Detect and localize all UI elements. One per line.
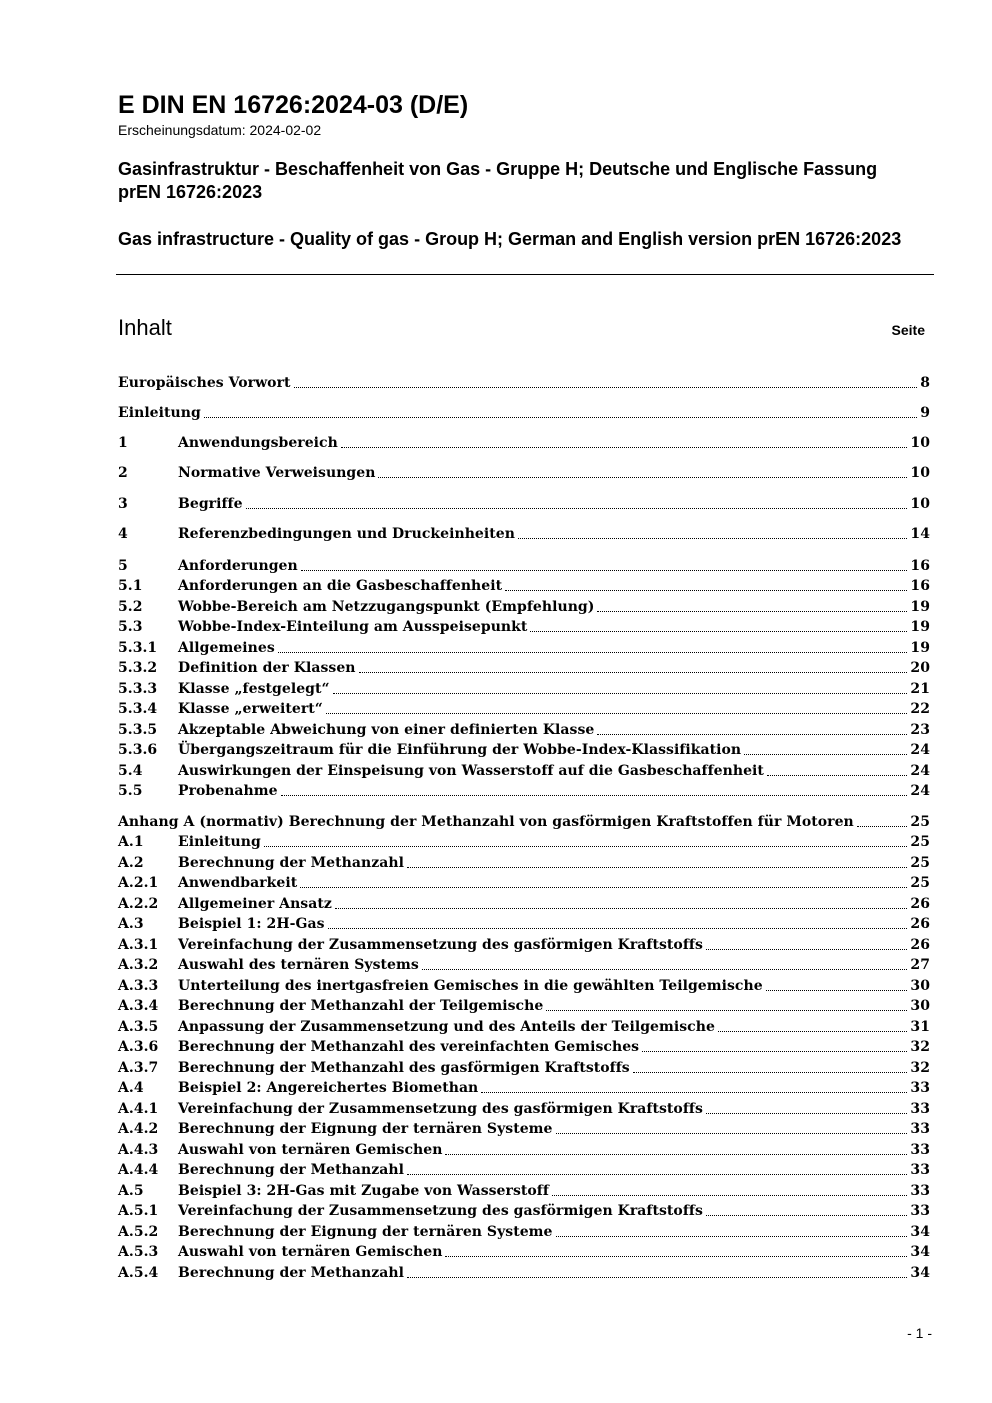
toc-entry-number: A.3: [118, 916, 144, 932]
toc-entry-number: A.4: [118, 1080, 144, 1096]
toc-entry[interactable]: [118, 523, 930, 543]
title-german: Gasinfrastruktur - Beschaffenheit von Gas - Gruppe H; Deutsche und Englische Fassung prEN 16726:2023: [118, 159, 878, 202]
toc-entry[interactable]: [118, 1241, 930, 1261]
toc-entry-number: A.5.4: [118, 1265, 159, 1281]
toc-entry-page: 10: [910, 435, 930, 451]
toc-entry-page: 24: [910, 783, 930, 799]
toc-entry-title: Wobbe-Index-Einteilung am Ausspeisepunkt: [178, 619, 528, 635]
toc-entry-title: Anpassung der Zusammensetzung und des Anteils der Teilgemische: [178, 1019, 715, 1035]
title-english: Gas infrastructure - Quality of gas - Group H; German and English version prEN 16726:2023: [118, 229, 902, 249]
toc-entry-page: 26: [910, 896, 930, 912]
toc-entry-page: 33: [910, 1080, 930, 1096]
toc-dot-leader: [281, 795, 908, 796]
toc-entry-number: 5.3.4: [118, 701, 158, 717]
toc-entry-number: 2: [118, 465, 128, 481]
toc-dot-leader: [642, 1051, 907, 1052]
toc-entry-page: 14: [910, 526, 930, 542]
toc-dot-leader: [407, 1174, 907, 1175]
toc-entry-page: 21: [910, 681, 930, 697]
toc-entry-page: 30: [910, 998, 930, 1014]
toc-entry[interactable]: [118, 913, 930, 933]
toc-entry[interactable]: [118, 760, 930, 780]
toc-entry-number: A.3.3: [118, 978, 159, 994]
toc-entry-page: 25: [910, 875, 930, 891]
toc-entry-number: 3: [118, 496, 128, 512]
toc-dot-leader: [278, 652, 908, 653]
toc-dot-leader: [445, 1154, 907, 1155]
toc-entry-title: Berechnung der Methanzahl: [178, 1265, 404, 1281]
toc-entry-title: Allgemeiner Ansatz: [178, 896, 332, 912]
toc-entry-number: A.3.6: [118, 1039, 159, 1055]
toc-entry-title: Auswahl von ternären Gemischen: [178, 1244, 443, 1260]
toc-entry[interactable]: [118, 954, 930, 974]
toc-entry[interactable]: [118, 719, 930, 739]
toc-entry-page: 26: [910, 916, 930, 932]
toc-entry-title: Begriffe: [178, 496, 243, 512]
toc-entry-page: 8: [920, 375, 930, 391]
toc-entry[interactable]: [118, 1221, 930, 1241]
toc-entry-page: 25: [910, 814, 930, 830]
toc-entry-title: Anforderungen an die Gasbeschaffenheit: [178, 578, 503, 594]
toc-dot-leader: [328, 928, 908, 929]
toc-entry-number: A.2.1: [118, 875, 159, 891]
toc-entry-page: 30: [910, 978, 930, 994]
toc-entry-title: Vereinfachung der Zusammensetzung des gasförmigen Kraftstoffs: [178, 937, 703, 953]
toc-entry[interactable]: [118, 575, 930, 595]
toc-entry-title: Akzeptable Abweichung von einer definierten Klasse: [178, 722, 595, 738]
toc-entry-number: A.5.1: [118, 1203, 159, 1219]
toc-entry[interactable]: [118, 780, 930, 800]
toc-entry-page: 33: [910, 1162, 930, 1178]
toc-entry-number: 5.3.5: [118, 722, 158, 738]
toc-dot-leader: [378, 477, 907, 478]
toc-entry-page: 31: [910, 1019, 930, 1035]
toc-dot-leader: [530, 631, 907, 632]
toc-entry-title: Übergangszeitraum für die Einführung der Wobbe-Index-Klassifikation: [178, 742, 742, 758]
toc-entry-page: 10: [910, 496, 930, 512]
toc-dot-leader: [767, 775, 907, 776]
toc-entry[interactable]: [118, 1016, 930, 1036]
toc-entry-number: A.3.4: [118, 998, 159, 1014]
toc-entry[interactable]: [118, 596, 930, 616]
toc-entry-page: 33: [910, 1142, 930, 1158]
toc-entry-title: Einleitung: [118, 405, 201, 421]
toc-entry[interactable]: [118, 493, 930, 513]
toc-entry[interactable]: [118, 1036, 930, 1056]
toc-entry-title: Referenzbedingungen und Druckeinheiten: [178, 526, 515, 542]
toc-entry-number: A.5.2: [118, 1224, 159, 1240]
toc-entry-number: A.2.2: [118, 896, 159, 912]
toc-entry-title: Vereinfachung der Zusammensetzung des gasförmigen Kraftstoffs: [178, 1101, 703, 1117]
toc-entry-page: 9: [920, 405, 930, 421]
toc-dot-leader: [706, 949, 908, 950]
toc-entry-number: A.1: [118, 834, 144, 850]
toc-entry[interactable]: [118, 1118, 930, 1138]
toc-dot-leader: [552, 1195, 907, 1196]
toc-entry[interactable]: [118, 934, 930, 954]
toc-entry-number: A.5: [118, 1183, 144, 1199]
toc-entry-page: 33: [910, 1203, 930, 1219]
toc-entry-title: Allgemeines: [178, 640, 275, 656]
toc-entry-page: 23: [910, 722, 930, 738]
toc-dot-leader: [407, 867, 907, 868]
toc-dot-leader: [556, 1236, 908, 1237]
title-divider: [116, 274, 934, 275]
toc-entry-title: Beispiel 2: Angereichertes Biomethan: [178, 1080, 479, 1096]
toc-dot-leader: [300, 887, 907, 888]
document-id: E DIN EN 16726:2024-03 (D/E): [118, 91, 469, 119]
toc-dot-leader: [546, 1010, 907, 1011]
toc-entry[interactable]: [118, 995, 930, 1015]
toc-entry-title: Auswahl des ternären Systems: [178, 957, 419, 973]
toc-entry-page: 34: [910, 1244, 930, 1260]
toc-entry-number: 5.1: [118, 578, 143, 594]
toc-entry-number: A.4.2: [118, 1121, 159, 1137]
toc-dot-leader: [407, 1277, 907, 1278]
toc-entry-page: 25: [910, 855, 930, 871]
toc-entry-title: Wobbe-Bereich am Netzzugangspunkt (Empfehlung): [178, 599, 595, 615]
toc-heading: Inhalt: [118, 315, 172, 340]
toc-entry[interactable]: [118, 1139, 930, 1159]
toc-entry-page: 16: [910, 558, 930, 574]
toc-entry-page: 33: [910, 1183, 930, 1199]
toc-entry[interactable]: [118, 1159, 930, 1179]
toc-entry-title: Klasse „festgelegt“: [178, 681, 330, 697]
toc-entry-title: Beispiel 1: 2H-Gas: [178, 916, 325, 932]
toc-entry[interactable]: [118, 1098, 930, 1118]
toc-entry-number: A.4.3: [118, 1142, 159, 1158]
toc-dot-leader: [718, 1031, 907, 1032]
toc-entry-page: 34: [910, 1224, 930, 1240]
toc-entry-page: 24: [910, 763, 930, 779]
toc-dot-leader: [335, 908, 908, 909]
toc-entry[interactable]: [118, 739, 930, 759]
toc-dot-leader: [766, 990, 908, 991]
toc-entry-page: 24: [910, 742, 930, 758]
toc-entry-page: 16: [910, 578, 930, 594]
toc-entry-number: A.5.3: [118, 1244, 159, 1260]
toc-dot-leader: [744, 754, 907, 755]
toc-entry-page: 32: [910, 1039, 930, 1055]
toc-entry-page: 19: [910, 599, 930, 615]
toc-entry[interactable]: [118, 555, 930, 575]
toc-dot-leader: [326, 713, 908, 714]
toc-entry-page: 19: [910, 619, 930, 635]
toc-dot-leader: [481, 1092, 907, 1093]
toc-dot-leader: [633, 1072, 908, 1073]
toc-entry-page: 19: [910, 640, 930, 656]
toc-entry-page: 26: [910, 937, 930, 953]
toc-dot-leader: [204, 417, 917, 418]
toc-entry-number: 5.3: [118, 619, 143, 635]
toc-entry-number: 5.4: [118, 763, 143, 779]
toc-entry-number: A.3.5: [118, 1019, 159, 1035]
toc-entry-title: Berechnung der Eignung der ternären Systeme: [178, 1121, 553, 1137]
publication-date: Erscheinungsdatum: 2024-02-02: [118, 122, 322, 138]
toc-entry-title: Berechnung der Methanzahl: [178, 855, 404, 871]
toc-entry[interactable]: [118, 462, 930, 482]
toc-entry-number: A.3.7: [118, 1060, 159, 1076]
toc-entry-number: A.3.1: [118, 937, 159, 953]
toc-entry[interactable]: [118, 637, 930, 657]
toc-dot-leader: [422, 969, 908, 970]
toc-dot-leader: [445, 1256, 907, 1257]
toc-entry-number: 5.3.1: [118, 640, 158, 656]
toc-entry[interactable]: [118, 372, 930, 392]
toc-entry-title: Europäisches Vorwort: [118, 375, 291, 391]
toc-entry[interactable]: [118, 975, 930, 995]
toc-entry[interactable]: [118, 852, 930, 872]
toc-dot-leader: [556, 1133, 908, 1134]
toc-dot-leader: [518, 538, 907, 539]
toc-entry-number: 5.3.6: [118, 742, 158, 758]
toc-dot-leader: [246, 508, 908, 509]
toc-entry-title: Unterteilung des inertgasfreien Gemisches in die gewählten Teilgemische: [178, 978, 763, 994]
toc-dot-leader: [264, 846, 908, 847]
toc-dot-leader: [294, 387, 918, 388]
toc-dot-leader: [597, 611, 907, 612]
toc-page-column-label: Seite: [891, 322, 925, 338]
toc-entry[interactable]: [118, 616, 930, 636]
toc-entry-title: Auswahl von ternären Gemischen: [178, 1142, 443, 1158]
toc-dot-leader: [359, 672, 908, 673]
toc-entry-title: Probenahme: [178, 783, 278, 799]
toc-entry[interactable]: [118, 1180, 930, 1200]
toc-entry-number: 5.2: [118, 599, 143, 615]
toc-entry-page: 27: [910, 957, 930, 973]
toc-entry-number: 5.5: [118, 783, 143, 799]
toc-entry-title: Normative Verweisungen: [178, 465, 376, 481]
toc-entry-number: 5: [118, 558, 128, 574]
toc-entry-title: Berechnung der Eignung der ternären Systeme: [178, 1224, 553, 1240]
toc-entry-number: A.4.1: [118, 1101, 159, 1117]
toc-entry[interactable]: [118, 1057, 930, 1077]
toc-entry-number: 5.3.3: [118, 681, 158, 697]
toc-entry-title: Definition der Klassen: [178, 660, 356, 676]
toc-entry-page: 33: [910, 1101, 930, 1117]
toc-entry-number: A.3.2: [118, 957, 159, 973]
toc-entry-number: A.4.4: [118, 1162, 159, 1178]
toc-entry[interactable]: [118, 678, 930, 698]
toc-entry-title: Auswirkungen der Einspeisung von Wasserstoff auf die Gasbeschaffenheit: [178, 763, 764, 779]
toc-entry-title: Anhang A (normativ) Berechnung der Methanzahl von gasförmigen Kraftstoffen für Motoren: [118, 814, 854, 830]
toc-entry-page: 34: [910, 1265, 930, 1281]
toc-entry-page: 10: [910, 465, 930, 481]
toc-dot-leader: [706, 1215, 908, 1216]
toc-entry-page: 33: [910, 1121, 930, 1137]
toc-entry[interactable]: [118, 1200, 930, 1220]
page-number: - 1 -: [907, 1325, 932, 1341]
toc-entry[interactable]: [118, 872, 930, 892]
toc-entry-page: 22: [910, 701, 930, 717]
toc-entry[interactable]: [118, 1262, 930, 1282]
toc-entry-page: 25: [910, 834, 930, 850]
toc-entry-title: Beispiel 3: 2H-Gas mit Zugabe von Wasserstoff: [178, 1183, 549, 1199]
toc-entry[interactable]: [118, 657, 930, 677]
toc-entry-title: Anwendungsbereich: [178, 435, 338, 451]
toc-entry-title: Berechnung der Methanzahl des vereinfachten Gemisches: [178, 1039, 640, 1055]
toc-entry-title: Berechnung der Methanzahl des gasförmigen Kraftstoffs: [178, 1060, 630, 1076]
toc-entry-title: Anwendbarkeit: [178, 875, 298, 891]
toc-entry-number: A.2: [118, 855, 144, 871]
toc-dot-leader: [857, 826, 908, 827]
toc-entry-number: 1: [118, 435, 128, 451]
toc-entry-page: 32: [910, 1060, 930, 1076]
toc-entry[interactable]: [118, 811, 930, 831]
toc-entry-number: 4: [118, 526, 128, 542]
toc-entry[interactable]: [118, 831, 930, 851]
toc-entry[interactable]: [118, 402, 930, 422]
toc-dot-leader: [597, 734, 907, 735]
toc-entry-title: Vereinfachung der Zusammensetzung des gasförmigen Kraftstoffs: [178, 1203, 703, 1219]
toc-dot-leader: [341, 447, 908, 448]
toc-entry[interactable]: [118, 893, 930, 913]
toc-entry-title: Einleitung: [178, 834, 261, 850]
toc-entry-title: Berechnung der Methanzahl der Teilgemische: [178, 998, 544, 1014]
toc-dot-leader: [333, 693, 908, 694]
toc-entry-number: 5.3.2: [118, 660, 158, 676]
toc-entry-page: 20: [910, 660, 930, 676]
toc-dot-leader: [706, 1113, 908, 1114]
toc-entry-title: Berechnung der Methanzahl: [178, 1162, 404, 1178]
toc-dot-leader: [301, 570, 908, 571]
toc-entry-title: Anforderungen: [178, 558, 298, 574]
toc-entry[interactable]: [118, 1077, 930, 1097]
toc-dot-leader: [505, 590, 907, 591]
toc-entry-title: Klasse „erweitert“: [178, 701, 323, 717]
toc-entry[interactable]: [118, 698, 930, 718]
toc-entry[interactable]: [118, 432, 930, 452]
